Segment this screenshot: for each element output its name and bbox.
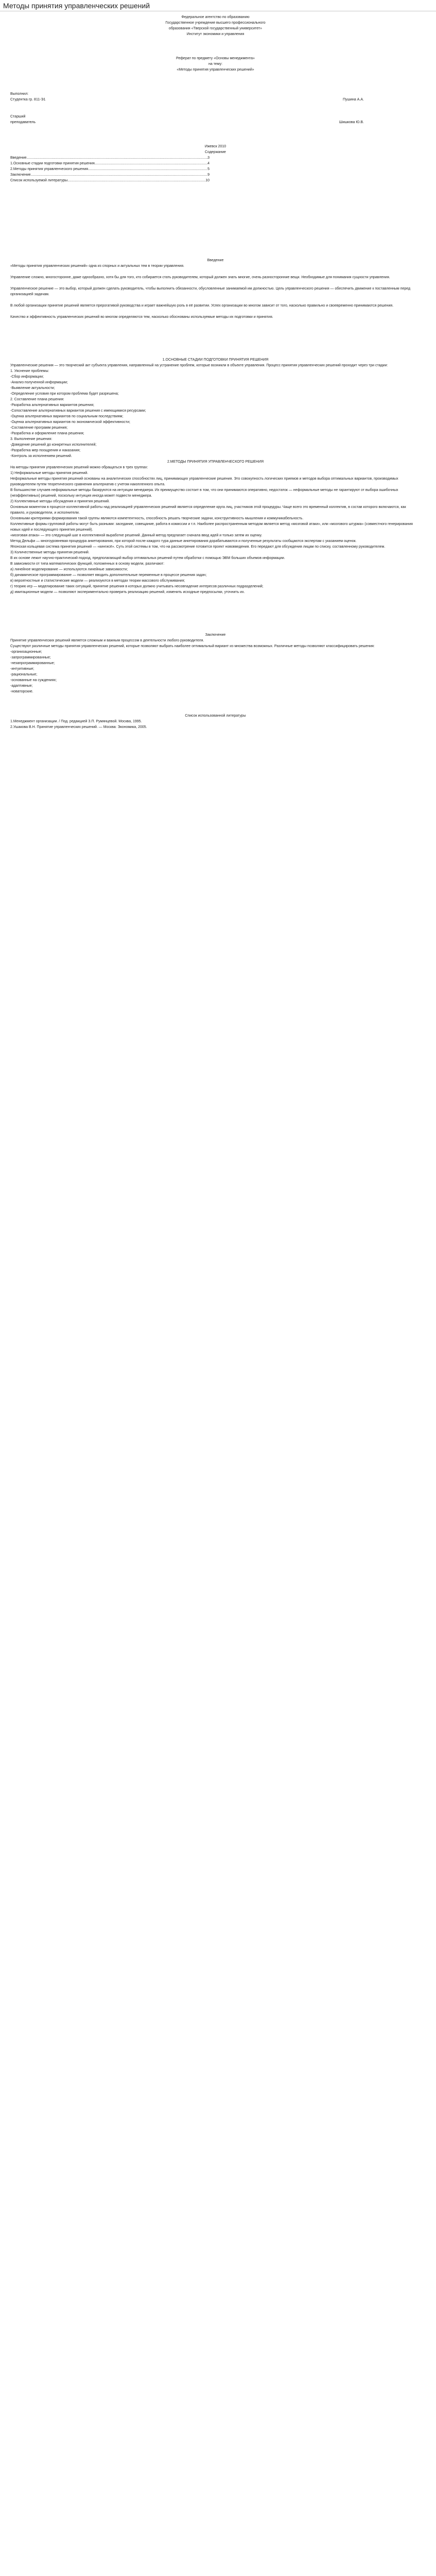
institution-line-1: Государственное учреждение высшего профессионального [165,21,266,25]
list-item: -рациональные; [10,673,38,676]
toc-item[interactable]: Список используемой литературы ..... 10 [10,178,421,183]
teacher-name: Шишкова Ю.В. [339,121,364,124]
list-item: -Составление программ решения; [10,426,68,430]
intro-paragraph: Качество и эффективность управленческих решений во многом определяются тем, насколько обоснованы используемые методы их подготовки и принятия. [10,315,273,319]
teacher-row [10,120,421,125]
student-row [10,97,421,103]
teacher-label: преподаватель [10,121,36,124]
document-body [0,11,436,730]
list-item: -Определение условия при котором проблема будет разрешена; [10,392,119,396]
senior-label: Старший [10,115,26,118]
section2-paragraph: Основным моментом в процессе коллективной работы над реализацией управленческих решений является определение круга лиц, участников этой процедуры. Чаще всего это временный коллектив, в состав которого включаются, как правило, и руководители, и исполнители. [10,505,406,515]
section2-paragraph: б) динамическое программирование — позволяет вводить дополнительные переменные в процессе решения задач; [10,573,207,577]
section2-paragraph: 3) Количественные методы принятия решений. [10,551,90,554]
stage3-title: 3. Выполнение решения: [10,437,53,441]
section2-paragraph: В зависимости от типа математических функций, положенных в основу модели, различают: [10,562,165,566]
list-item: -Анализ полученной информации; [10,381,68,384]
section2-paragraph: В большинстве случаев неформальные методы базируются на интуиции менеджера. Их преимущество состоит в том, что они принимаются оперативно, недостаток — неформальные методы не гарантируют от выбора ошибочных (неэффективных) решений, поскольку интуиция иногда может подвести менеджера. [10,488,398,498]
section2-paragraph: Неформальные методы принятия решений основаны на аналитических способностях лиц, принимающих управленческие решения. Это совокупность логических приемов и методов выбора оптимальных вариантов, производимых руководителем путем теоретического сравнения альтернатив с учетом накопленного опыта. [10,477,398,486]
conclusion-heading: Заключение [205,633,226,637]
list-item: -основанные на суждениях; [10,679,57,682]
toc-title: Содержание [205,150,226,154]
list-item: -интуитивные; [10,667,34,671]
topic-label: на тему: [208,62,223,66]
list-item: -Сопоставление альтернативных вариантов решения с имеющимися ресурсами; [10,409,146,413]
reference-item: 1.Менеджмент организации. / Под. редакцией З.П. Румянцевой. Москва, 1995. [10,720,142,723]
performed-by: Выполнил: [10,92,29,96]
conclusion-paragraph: Принятие управленческих решений является сложным и важным процессом в деятельности любого руководителя. [10,639,204,642]
list-item: -адаптивные; [10,684,33,688]
intro-paragraph: В любой организации принятие решений является прерогативой руководства и играет важнейшую роль в её развитии. Успех организации во многом зависит от того, насколько правильно и своевременно принимаются решения. [10,304,394,308]
list-item: -Оценка альтернативных вариантов по экономической эффективности; [10,420,130,424]
topic: «Методы принятия управленческих решений» [177,68,254,72]
stage1-title: 1. Уяснение проблемы: [10,369,49,373]
reference-item: 2.Ушакова В.Н. Принятие управленческих решений. — Москва: Экономика, 2005. [10,725,147,729]
institute-line: Институт экономики и управления [186,32,245,36]
section2-paragraph: 2) Коллективные методы обсуждения и принятия решений. [10,500,110,503]
stage2-title: 2. Составление плана решения: [10,398,64,401]
section2-paragraph: В их основе лежит научно-практический подход, предполагающий выбор оптимальных решений путем обработки с помощью ЭВМ больших объемов информации. [10,556,285,560]
conclusion-paragraph: Существуют различные методы принятия управленческих решений, которые позволяют выбрать наиболее оптимальный вариант из множества возможных. Различные методы позволяют классифицировать решения: [10,645,375,648]
section2-paragraph: Коллективные формы групповой работы могут быть разными: заседание, совещание, работа в комиссии и т.п. Наиболее распространенным методом является метод «мозговой атаки», или «мозгового штурма» (совместного генерирования новых идей и последующего принятия решений). [10,522,413,532]
intro-paragraph: Управление сложно, многосторонне, даже однообразно, хотя бы для того, кто собирается стать руководителем, который должен знать многие, очень разносторонние вещи. Необходимые для понимания сущности управления. [10,276,390,279]
section2-paragraph: 1) Неформальные методы принятия решений. [10,471,89,475]
section2-paragraph: в) вероятностные и статистические модели — реализуются в методах теории массового обслуживания; [10,579,185,583]
list-item: -незапрограммированные; [10,662,55,665]
list-item: -Разработка альтернативных вариантов решения; [10,403,94,407]
section2-paragraph: д) имитационные модели — позволяют экспериментально проверить реализацию решений, изменить исходные предпосылки, уточнить их. [10,590,245,594]
toc-item[interactable]: Заключение ..... 9 [10,172,421,178]
toc-item[interactable]: Введение ..... 3 [10,155,421,161]
list-item: -Разработка и оформление плана решения; [10,432,84,435]
student-name: Пушина А.А. [343,98,364,101]
references-heading: Список использованной литературы [185,714,246,718]
institution-line-2: образования «Тверской государственный университет» [168,27,263,30]
section1-intro: Управленческие решения — это творческий акт субъекта управления, направленный на устранение проблем, которые возникли в объекте управления. Процесс принятия управленческих решений проходит через три стадии: [10,364,388,367]
toc-item[interactable]: 2.Методы принятия управленческого решения ..... 5 [10,166,421,172]
list-item: -Контроль за исполнением решений. [10,454,72,458]
section2-heading: 2.МЕТОДЫ ПРИНЯТИЯ УПРАВЛЕНЧЕСКОГО РЕШЕНИЯ [167,460,264,464]
student-group: Студентка гр. 811-Э1 [10,98,46,101]
intro-paragraph: «Методы принятия управленческих решений» одна из спорных и актуальных тем в теории управления. [10,264,184,268]
list-item: -Разработка мер поощрения и наказания; [10,449,81,452]
list-item: -новаторские. [10,690,33,693]
list-item: -запрограммированные; [10,656,51,659]
section2-paragraph: «мозговая атака» — это следующий шаг в коллективной выработке решений. Данный метод предлагает сначала ввод идей и только затем их оценку. [10,534,263,537]
list-item: -Оценка альтернативных вариантов по социальным последствиям; [10,415,124,418]
section2-paragraph: Основными критериями формирования такой группы являются компетентность, способность решать творческие задачи, конструктивность мышления и коммуникабельность. [10,517,304,520]
agency-line: Федеральное агентство по образованию [181,15,250,19]
intro-heading: Введение [207,259,224,262]
city-year: Ижевск 2010 [204,145,226,148]
section2-paragraph: Японская кольцевая система принятия решений — «кингисё». Суть этой системы в том, что на рассмотрение готовится проект нововведения. Его передают для обсуждения лицам по списку, составленному руководителем. [10,545,386,549]
list-item: -Сбор информации; [10,375,44,379]
section2-paragraph: а) линейное моделирование — используются линейные зависимости; [10,568,128,571]
page-title: Методы принятия управленческих решений [0,0,436,11]
section2-paragraph: На методы принятия управленческих решений можно обращаться в трех группах: [10,466,148,469]
list-item: -Доведение решений до конкретных исполнителей; [10,443,97,447]
intro-paragraph: Управленческое решение — это выбор, который должен сделать руководитель, чтобы выполнить обязанности, обусловленные занимаемой им должностью. Цель управленческого решения — обеспечить движение к поставленным перед организацией задачам. [10,287,411,296]
section1-heading: 1.ОСНОВНЫЕ СТАДИИ ПОДГОТОВКИ ПРИНЯТИЯ РЕШЕНИЯ [162,358,269,362]
section2-paragraph: Метод Дельфи — многоуровневая процедура анкетирования, при которой после каждого тура данные анкетирования дорабатываются и полученные результаты сообщаются экспертам с указанием оценок. [10,539,357,543]
toc-item[interactable]: 1.Основные стадии подготовки принятия решения ..... 4 [10,161,421,166]
report-label: Реферат по предмету «Основы менеджмента» [176,57,255,60]
list-item: -Выявление актуальности; [10,386,55,390]
section2-paragraph: г) теорию игр — моделирование таких ситуаций, принятие решения в которых должно учитывать несовпадение интересов различных подразделений; [10,585,264,588]
list-item: -организационные; [10,650,42,654]
